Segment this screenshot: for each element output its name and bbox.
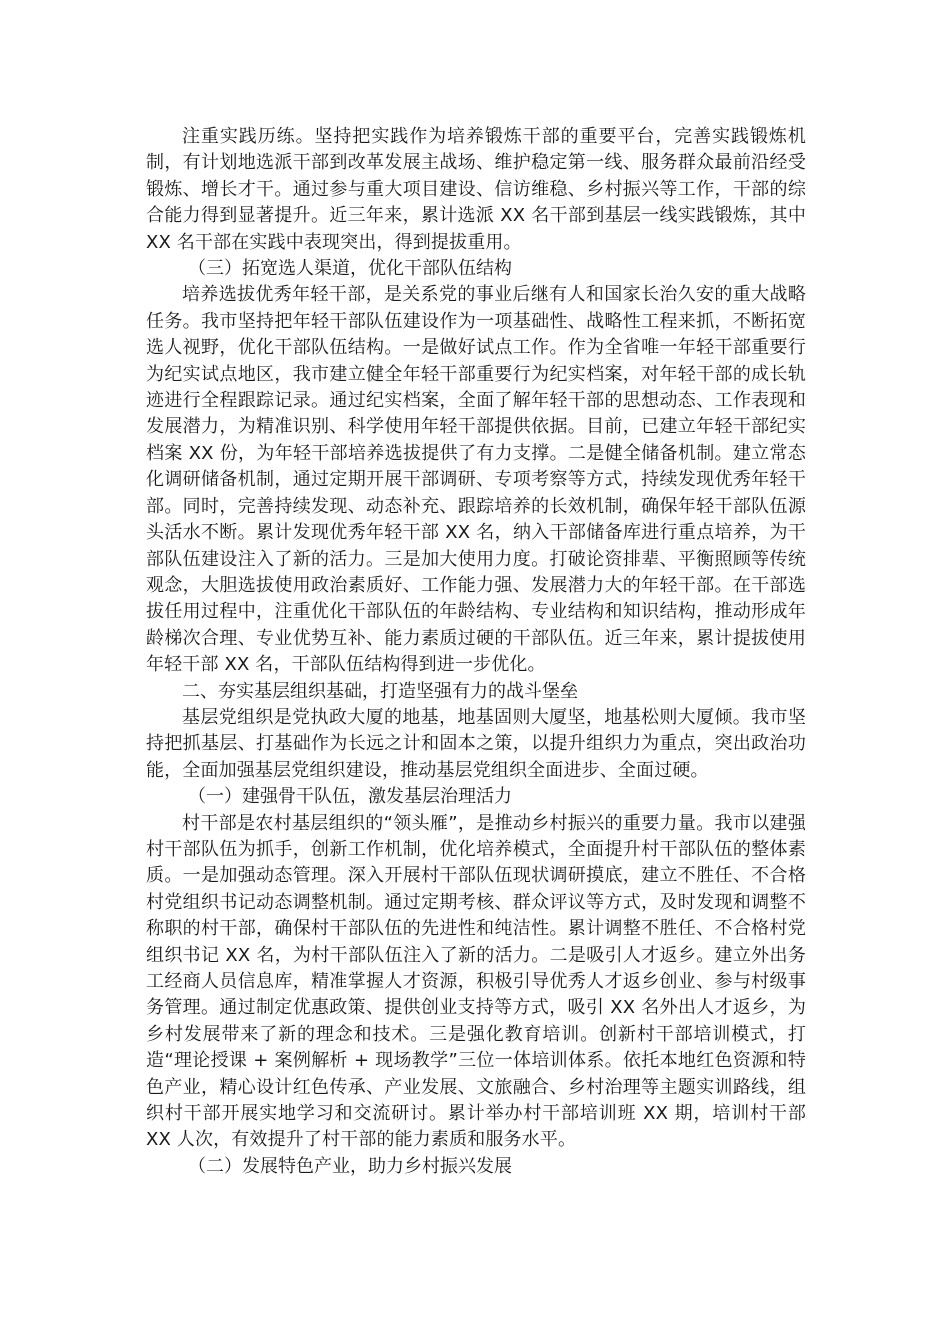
paragraph-village-cadres: 村干部是农村基层组织的“领头雁”，是推动乡村振兴的重要力量。我市以建强村干部队伍为抓手，创新工作机制，优化培养模式，全面提升村干部队伍的整体素质。一是加强动态管理。深入开展村干部队伍现状调研摸底，建立不胜任、不合格村党组织书记动态调整机制。通过定期考核、群众评议等方式，及时发现和调整不称职的村干部，确保村干部队伍的先进性和纯洁性。累计调整不胜任、不合格村党组织书记 XX 名，为村干部队伍注入了新的活力。二是吸引人才返乡。建立外出务工经商人员信息库，精准掌握人才资源，积极引导优秀人才返乡创业、参与村级事务管理。通过制定优惠政策、提供创业支持等方式，吸引 XX 名外出人才返乡，为乡村发展带来了新的理念和技术。三是强化教育培训。创新村干部培训模式，打造“理论授课 + 案例解析 + 现场教学”三位一体培训体系。依托本地红色资源和特色产业，精心设计红色传承、产业发展、文旅融合、乡村治理等主题实训路线，组织村干部开展实地学习和交流研讨。累计举办村干部培训班 XX 期，培训村干部 XX 人次，有效提升了村干部的能力素质和服务水平。 [146,812,806,1151]
paragraph-young-cadres: 培养选拔优秀年轻干部，是关系党的事业后继有人和国家长治久安的重大战略任务。我市坚持把年轻干部队伍建设作为一项基础性、战略性工程来抓，不断拓宽选人视野，优化干部队伍结构。一是做好试点工作。作为全省唯一年轻干部重要行为纪实试点地区，我市建立健全年轻干部重要行为纪实档案，对年轻干部的成长轨迹进行全程跟踪记录。通过纪实档案，全面了解年轻干部的思想动态、工作表现和发展潜力，为精准识别、科学使用年轻干部提供依据。目前，已建立年轻干部纪实档案 XX 份，为年轻干部培养选拔提供了有力支撑。二是健全储备机制。建立常态化调研储备机制，通过定期开展干部调研、专项考察等方式，持续发现优秀年轻干部。同时，完善持续发现、动态补充、跟踪培养的长效机制，确保年轻干部队伍源头活水不断。累计发现优秀年轻干部 XX 名，纳入干部储备库进行重点培养，为干部队伍建设注入了新的活力。三是加大使用力度。打破论资排辈、平衡照顾等传统观念，大胆选拔使用政治素质好、工作能力强、发展潜力大的年轻干部。在干部选拔任用过程中，注重优化干部队伍的年龄结构、专业结构和知识结构，推动形成年龄梯次合理、专业优势互补、能力素质过硬的干部队伍。近三年来，累计提拔使用年轻干部 XX 名，干部队伍结构得到进一步优化。 [146,284,806,676]
paragraph-practice-training: 注重实践历练。坚持把实践作为培养锻炼干部的重要平台，完善实践锻炼机制，有计划地选派干部到改革发展主战场、维护稳定第一线、服务群众最前沿经受锻炼、增长才干。通过参与重大项目建设、信访维稳、乡村振兴等工作，干部的综合能力得到显著提升。近三年来，累计选派 XX 名干部到基层一线实践锻炼，其中 XX 名干部在实践中表现突出，得到提拔重用。 [146,126,806,253]
paragraph-grassroots-intro: 基层党组织是党执政大厦的地基，地基固则大厦坚，地基松则大厦倾。我市坚持把抓基层、打基础作为长远之计和固本之策，以提升组织力为重点，突出政治功能，全面加强基层党组织建设，推动基层党组织全面进步、全面过硬。 [146,706,806,781]
document-page [146,124,806,1180]
section-heading-3-broaden-channels: （三）拓宽选人渠道，优化干部队伍结构 [188,258,512,280]
section-heading-2-featured-industry: （二）发展特色产业，助力乡村振兴发展 [188,1155,512,1177]
section-heading-1-backbone-team: （一）建强骨干队伍，激发基层治理活力 [188,786,512,808]
section-heading-2-grassroots: 二、夯实基层组织基础，打造坚强有力的战斗堡垒 [182,680,578,702]
